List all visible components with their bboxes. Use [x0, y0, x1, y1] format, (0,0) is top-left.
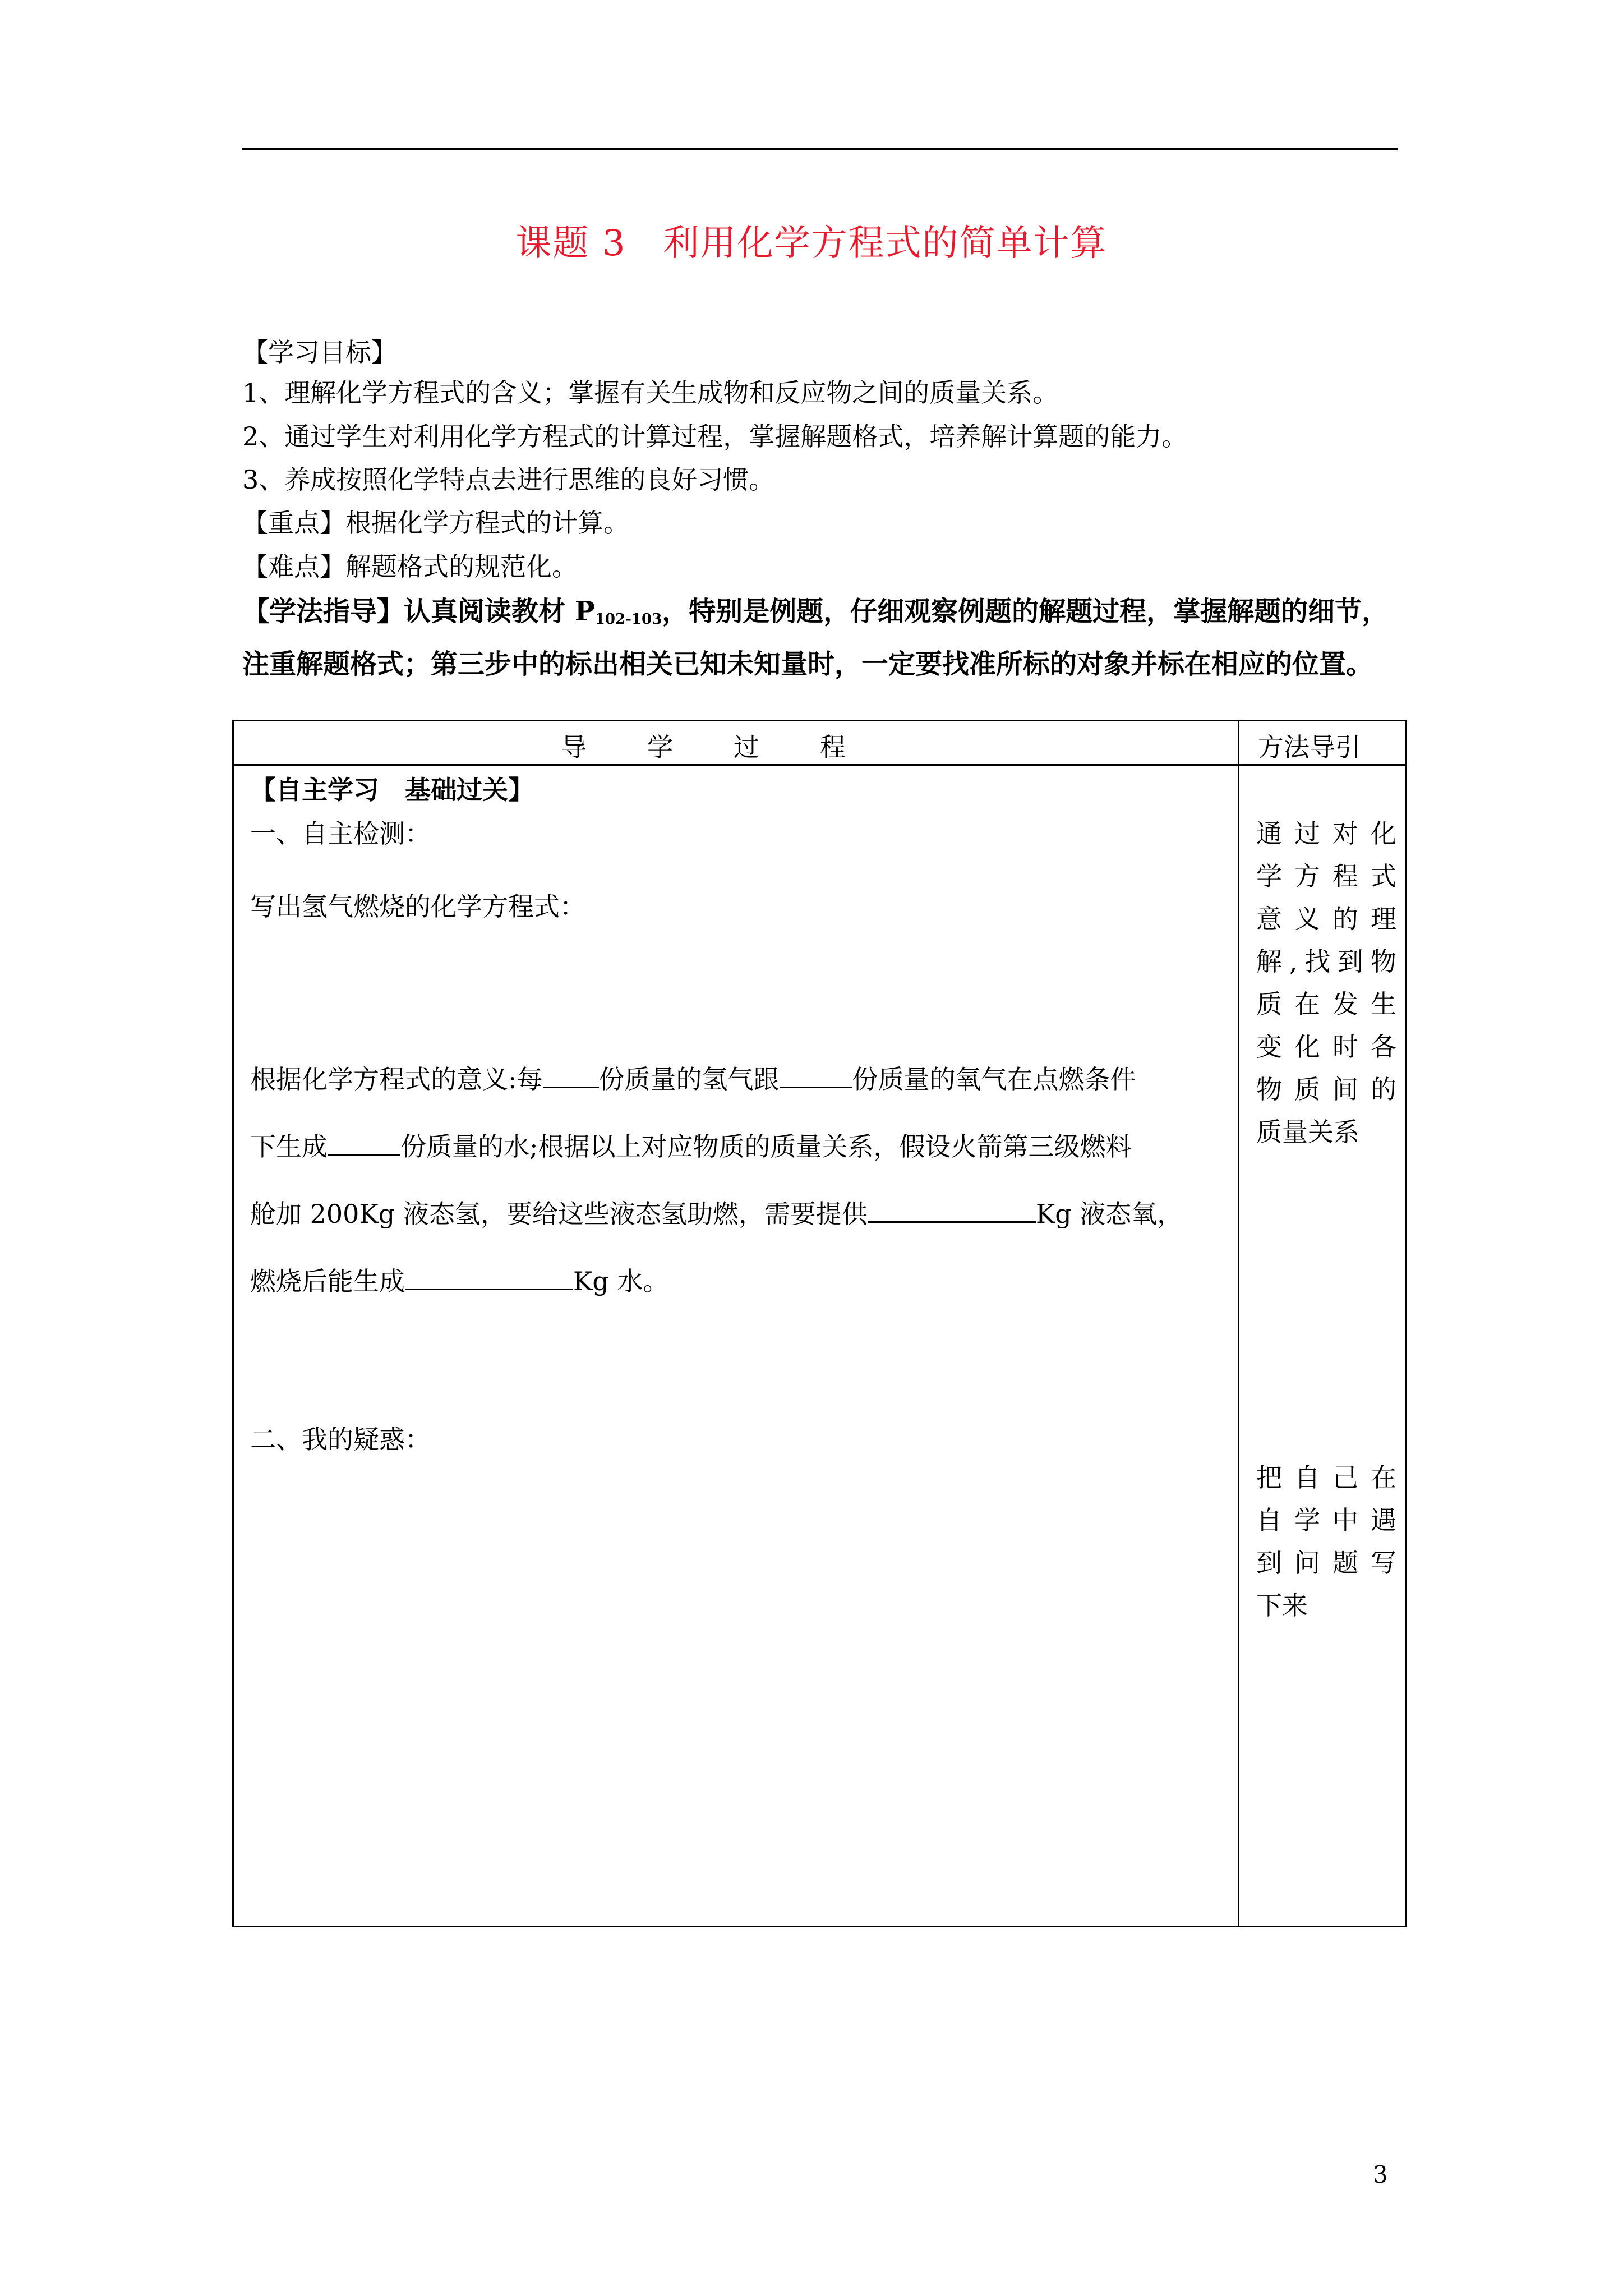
- side-note-2-line: 把自己在: [1256, 1462, 1396, 1493]
- key-point: 【重点】根据化学方程式的计算。: [242, 508, 629, 538]
- fill-text-d: 下生成: [250, 1131, 328, 1162]
- table-column-divider: [1238, 720, 1239, 1927]
- side-note-1-line: 质在发生: [1256, 989, 1396, 1019]
- page-number: 3: [1373, 2161, 1388, 2188]
- fill-line-2: [250, 1126, 1132, 1163]
- method-guide: [242, 589, 1398, 687]
- table-header-divider: [232, 764, 1407, 766]
- objectives-heading: 【学习目标】: [242, 337, 397, 367]
- method-guide-label: 【学法指导】: [242, 596, 404, 627]
- fill-line-3: [250, 1194, 1183, 1231]
- blank-oxygen-kg[interactable]: [868, 1197, 1036, 1223]
- objective-2: 2、通过学生对利用化学方程式的计算过程，掌握解题格式，培养解计算题的能力。: [242, 421, 1188, 452]
- objective-3: 3、养成按照化学特点去进行思维的良好习惯。: [242, 464, 775, 495]
- fill-text-f: 舱加 200Kg 液态氢，要给这些液态氢助燃，需要提供: [250, 1199, 868, 1229]
- side-note-1-line: 解,找到物: [1256, 946, 1396, 977]
- side-note-1-line: 物质间的: [1256, 1074, 1396, 1105]
- fill-line-1: [250, 1059, 1136, 1096]
- table-header-process: 导学过程: [561, 732, 906, 762]
- method-guide-pages: 102-103: [594, 611, 662, 628]
- side-note-2-line: 下来: [1256, 1590, 1308, 1621]
- side-note-1-line: 质量关系: [1256, 1117, 1359, 1147]
- method-guide-text-after: ，特别是例题，仔细观察例题的解题过程，掌握解题的细节，注重解题格式；第三步中的标出相关已知未知量时，一定要找准所标的对象并标在相应的位置。: [242, 596, 1389, 680]
- blank-water-kg[interactable]: [405, 1264, 573, 1290]
- fill-text-b: 份质量的氢气跟: [598, 1064, 780, 1094]
- header-rule: [242, 148, 1398, 150]
- table-header-method: 方法导引: [1258, 732, 1361, 762]
- fill-line-4: [250, 1261, 668, 1298]
- fill-text-c: 份质量的氧气在点燃条件: [852, 1064, 1136, 1094]
- fill-text-a: 根据化学方程式的意义:每: [250, 1064, 543, 1094]
- fill-text-g: Kg 液态氧，: [1035, 1199, 1183, 1229]
- objective-1: 1、理解化学方程式的含义；掌握有关生成物和反应物之间的质量关系。: [242, 378, 1059, 408]
- difficulty: 【难点】解题格式的规范化。: [242, 551, 578, 582]
- blank-oxygen-mass[interactable]: [780, 1062, 852, 1088]
- side-note-2: [1256, 1456, 1396, 1627]
- blank-water-mass[interactable]: [328, 1129, 400, 1156]
- question-1: 写出氢气燃烧的化学方程式：: [250, 891, 585, 922]
- fill-text-i: Kg 水。: [573, 1266, 669, 1296]
- side-note-1-line: 意义的理: [1256, 904, 1396, 934]
- fill-text-h: 燃烧后能生成: [250, 1266, 405, 1296]
- section-heading: 【自主学习 基础过关】: [250, 775, 534, 805]
- part2-title: 二、我的疑惑：: [250, 1424, 431, 1455]
- side-note-1: [1256, 812, 1396, 1153]
- part1-title: 一、自主检测：: [250, 818, 431, 849]
- side-note-2-line: 到问题写: [1256, 1548, 1396, 1578]
- side-note-1-line: 学方程式: [1256, 861, 1396, 891]
- method-guide-text-before: 认真阅读教材 P: [404, 596, 595, 627]
- page-title: 课题 3 利用化学方程式的简单计算: [515, 223, 1108, 264]
- side-note-2-line: 自学中遇: [1256, 1505, 1396, 1535]
- blank-hydrogen-mass[interactable]: [543, 1062, 599, 1088]
- side-note-1-line: 通过对化: [1256, 818, 1396, 849]
- fill-text-e: 份质量的水;根据以上对应物质的质量关系，假设火箭第三级燃料: [400, 1131, 1132, 1162]
- side-note-1-line: 变化时各: [1256, 1032, 1396, 1062]
